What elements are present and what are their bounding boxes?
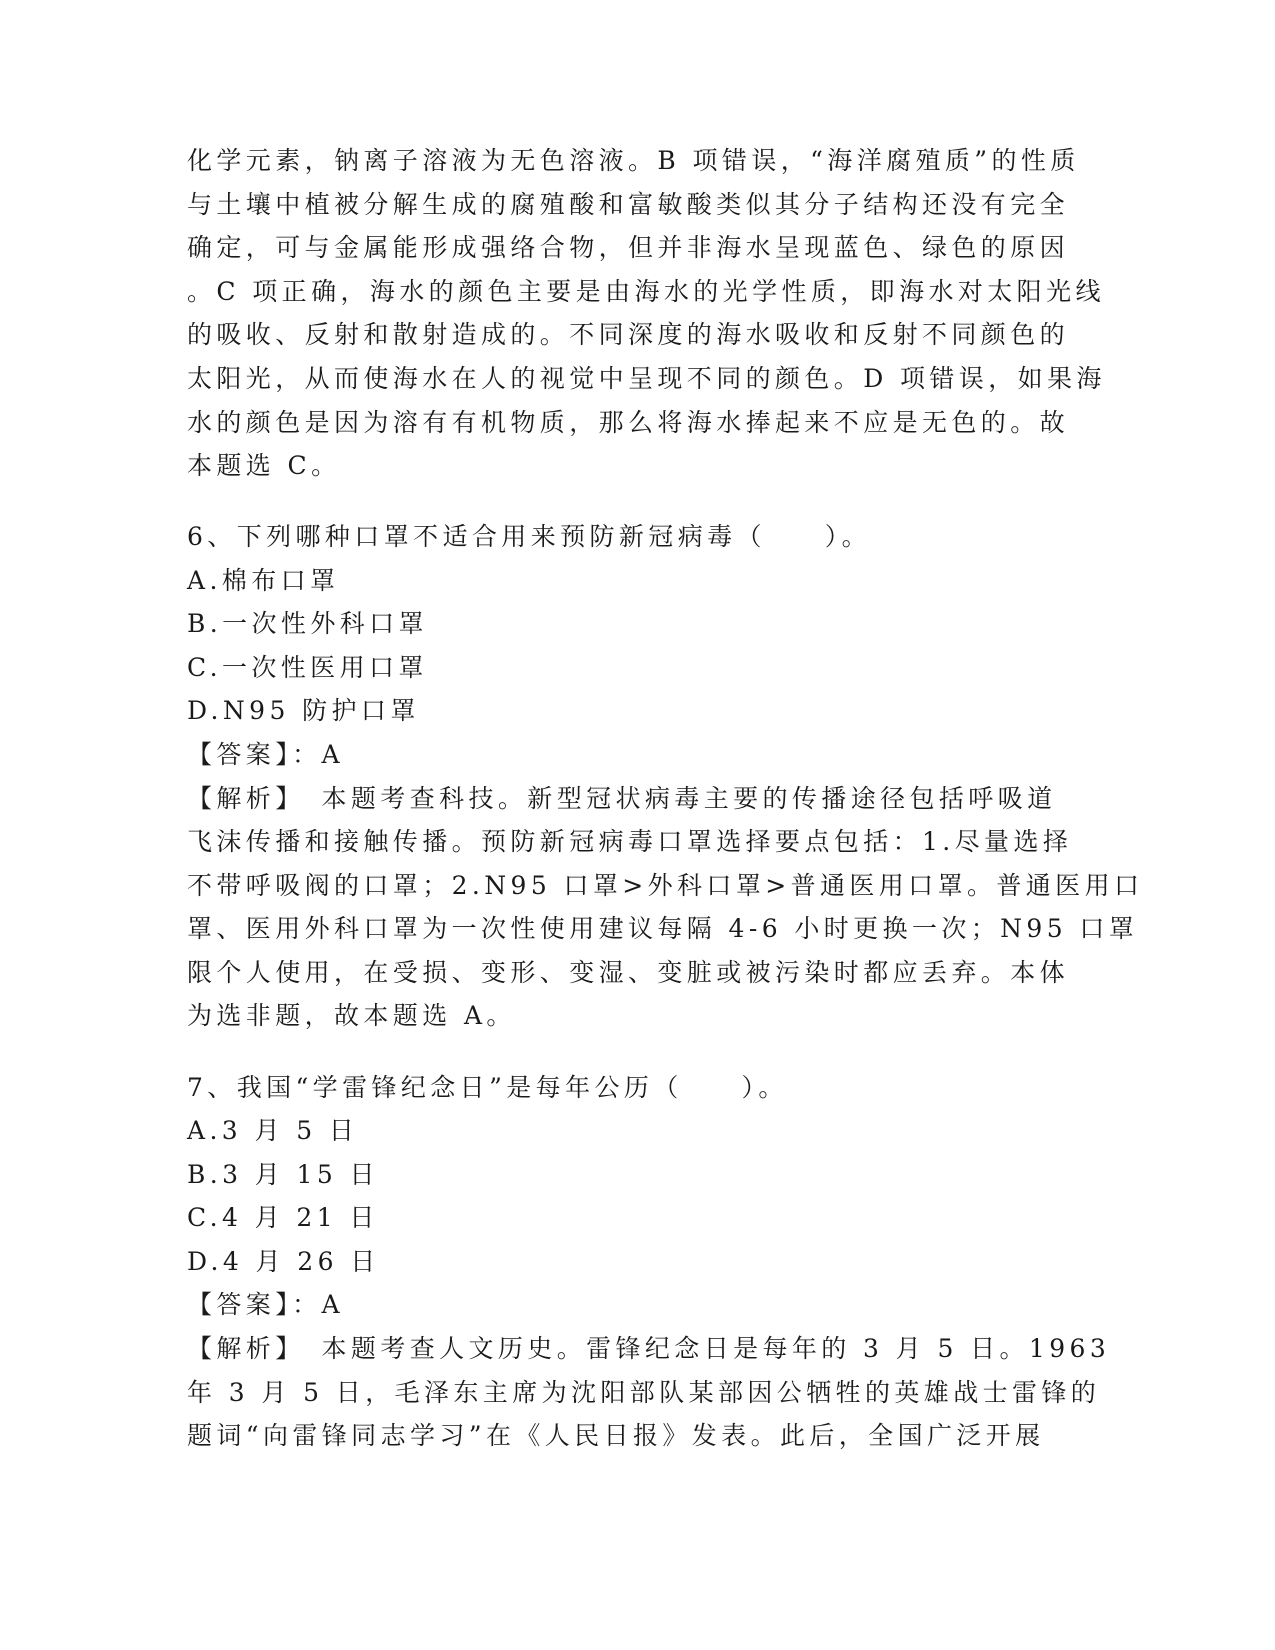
q5-explanation-line: 水的颜色是因为溶有有机物质，那么将海水捧起来不应是无色的。故 <box>187 408 1070 437</box>
q5-explanation-line: 化学元素，钠离子溶液为无色溶液。B 项错误，“海洋腐殖质”的性质 <box>187 146 1080 175</box>
q6-explanation-line: 为选非题，故本题选 A。 <box>187 1001 516 1030</box>
q5-explanation-line: 确定，可与金属能形成强络合物，但并非海水呈现蓝色、绿色的原因 <box>187 233 1070 262</box>
q7-answer: 【答案】：A <box>187 1290 344 1319</box>
q7-option-d: D.4 月 26 日 <box>187 1247 380 1276</box>
q7-explanation-line: 题词“向雷锋同志学习”在《人民日报》发表。此后，全国广泛开展 <box>187 1421 1045 1450</box>
q6-question-text: 6、下列哪种口罩不适合用来预防新冠病毒（ ）。 <box>187 522 872 551</box>
q6-explanation-line: 【解析】 本题考查科技。新型冠状病毒主要的传播途径包括呼吸道 <box>187 784 1057 813</box>
q6-explanation-line: 限个人使用，在受损、变形、变湿、变脏或被污染时都应丢弃。本体 <box>187 958 1070 987</box>
q6-answer: 【答案】：A <box>187 740 344 769</box>
q7-option-a: A.3 月 5 日 <box>187 1116 359 1145</box>
q6-option-b: B.一次性外科口罩 <box>187 609 428 638</box>
q5-explanation-line: 的吸收、反射和散射造成的。不同深度的海水吸收和反射不同颜色的 <box>187 320 1070 349</box>
q6-explanation-line: 飞沫传播和接触传播。预防新冠病毒口罩选择要点包括：1.尽量选择 <box>187 827 1073 856</box>
q6-explanation-line: 罩、医用外科口罩为一次性使用建议每隔 4-6 小时更换一次；N95 口罩 <box>187 914 1139 943</box>
q6-option-c: C.一次性医用口罩 <box>187 653 428 682</box>
q5-explanation-line: 太阳光，从而使海水在人的视觉中呈现不同的颜色。D 项错误，如果海 <box>187 364 1106 393</box>
q5-explanation-line: 与土壤中植被分解生成的腐殖酸和富敏酸类似其分子结构还没有完全 <box>187 190 1070 219</box>
q7-option-b: B.3 月 15 日 <box>187 1160 379 1189</box>
q6-option-a: A.棉布口罩 <box>187 566 340 595</box>
q5-explanation-line: 本题选 C。 <box>187 451 341 480</box>
q6-option-d: D.N95 防护口罩 <box>187 696 420 725</box>
q7-question-text: 7、我国“学雷锋纪念日”是每年公历（ ）。 <box>187 1073 788 1102</box>
q6-explanation-line: 不带呼吸阀的口罩；2.N95 口罩>外科口罩>普通医用口罩。普通医用口 <box>187 871 1144 900</box>
q7-option-c: C.4 月 21 日 <box>187 1203 379 1232</box>
q7-explanation-line: 年 3 月 5 日，毛泽东主席为沈阳部队某部因公牺牲的英雄战士雷锋的 <box>187 1378 1101 1407</box>
q7-explanation-line: 【解析】 本题考查人文历史。雷锋纪念日是每年的 3 月 5 日。1963 <box>187 1334 1111 1363</box>
q5-explanation-line: 。C 项正确，海水的颜色主要是由海水的光学性质，即海水对太阳光线 <box>187 277 1105 306</box>
